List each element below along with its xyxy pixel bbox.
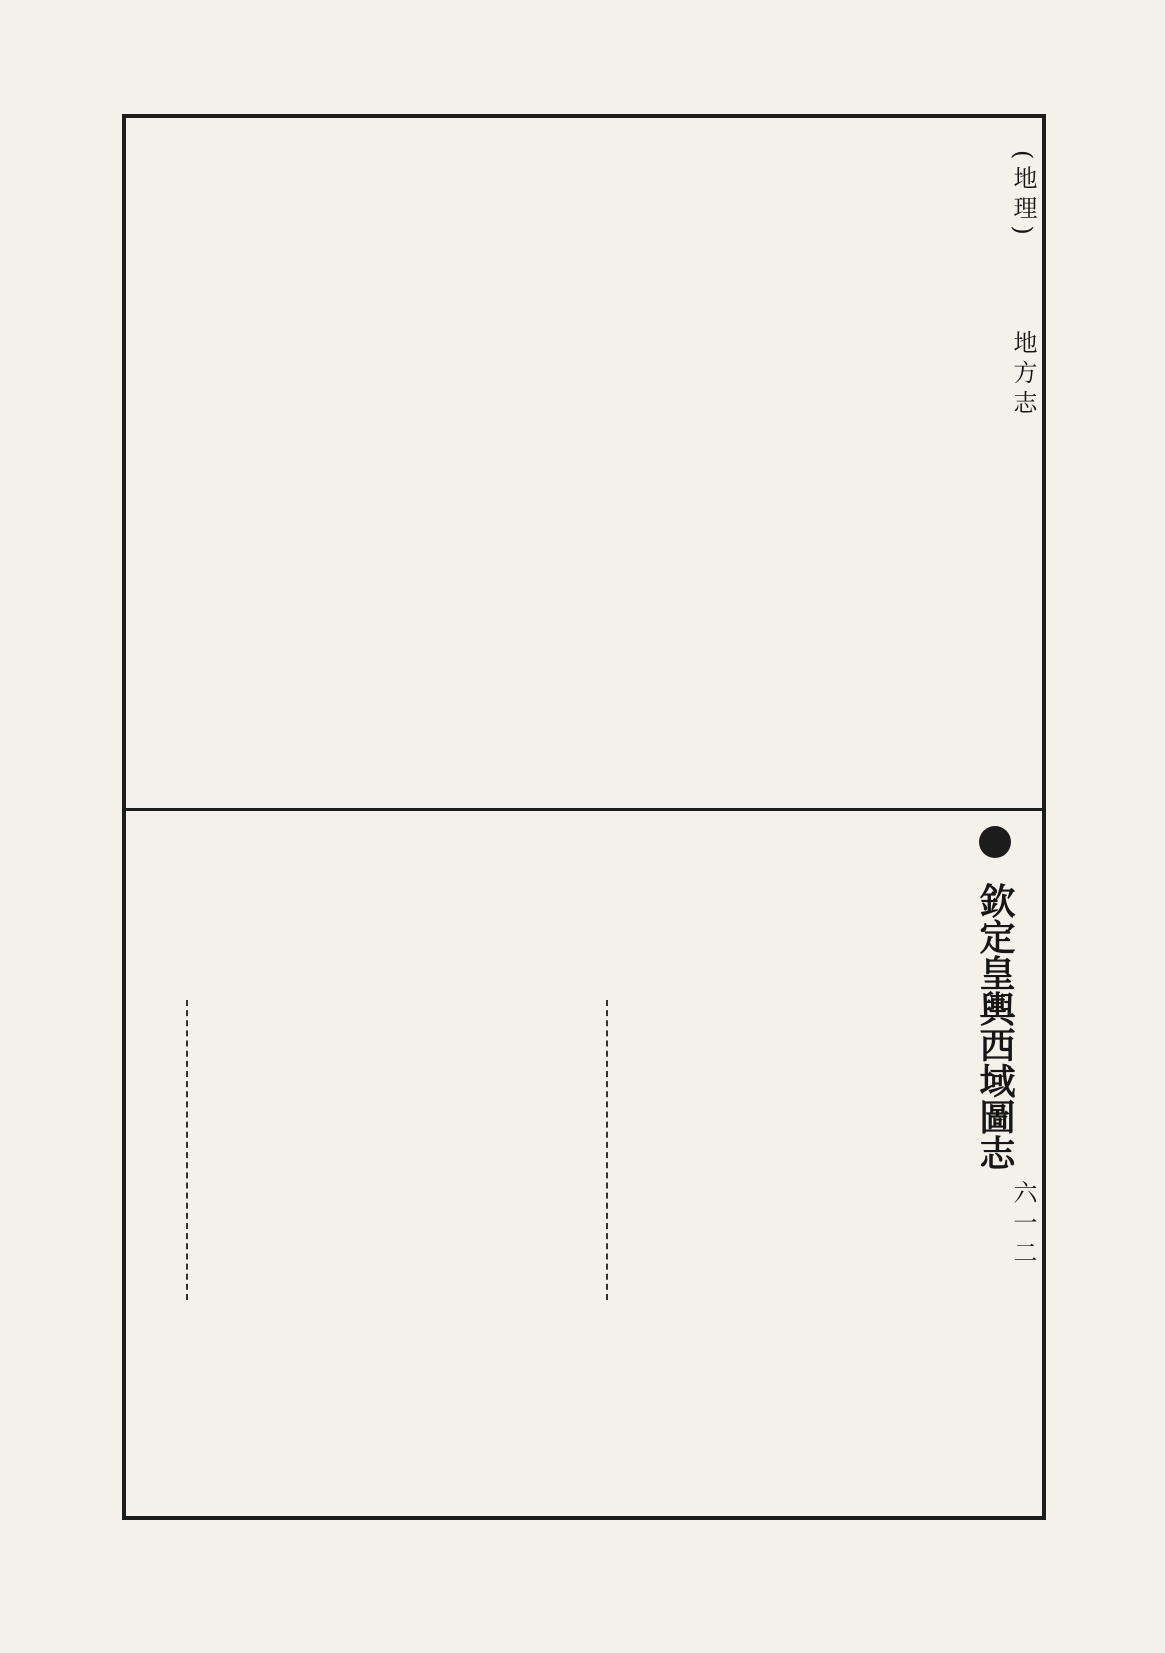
bullet-circle-icon [979,826,1011,858]
running-header-section: (地理) [1009,150,1037,241]
section-divider [126,808,1042,811]
upper-text-panel [135,130,1025,805]
lower-text-panel [135,826,1025,1506]
entry-title: 欽定皇輿西域圖志 [974,882,1016,1171]
wavy-divider [606,1000,616,1300]
entry-heading [965,826,1025,1506]
page-number: 六一二 [1009,1180,1037,1270]
wavy-divider [186,1000,196,1300]
running-header-title: 地方志 [1009,330,1037,420]
